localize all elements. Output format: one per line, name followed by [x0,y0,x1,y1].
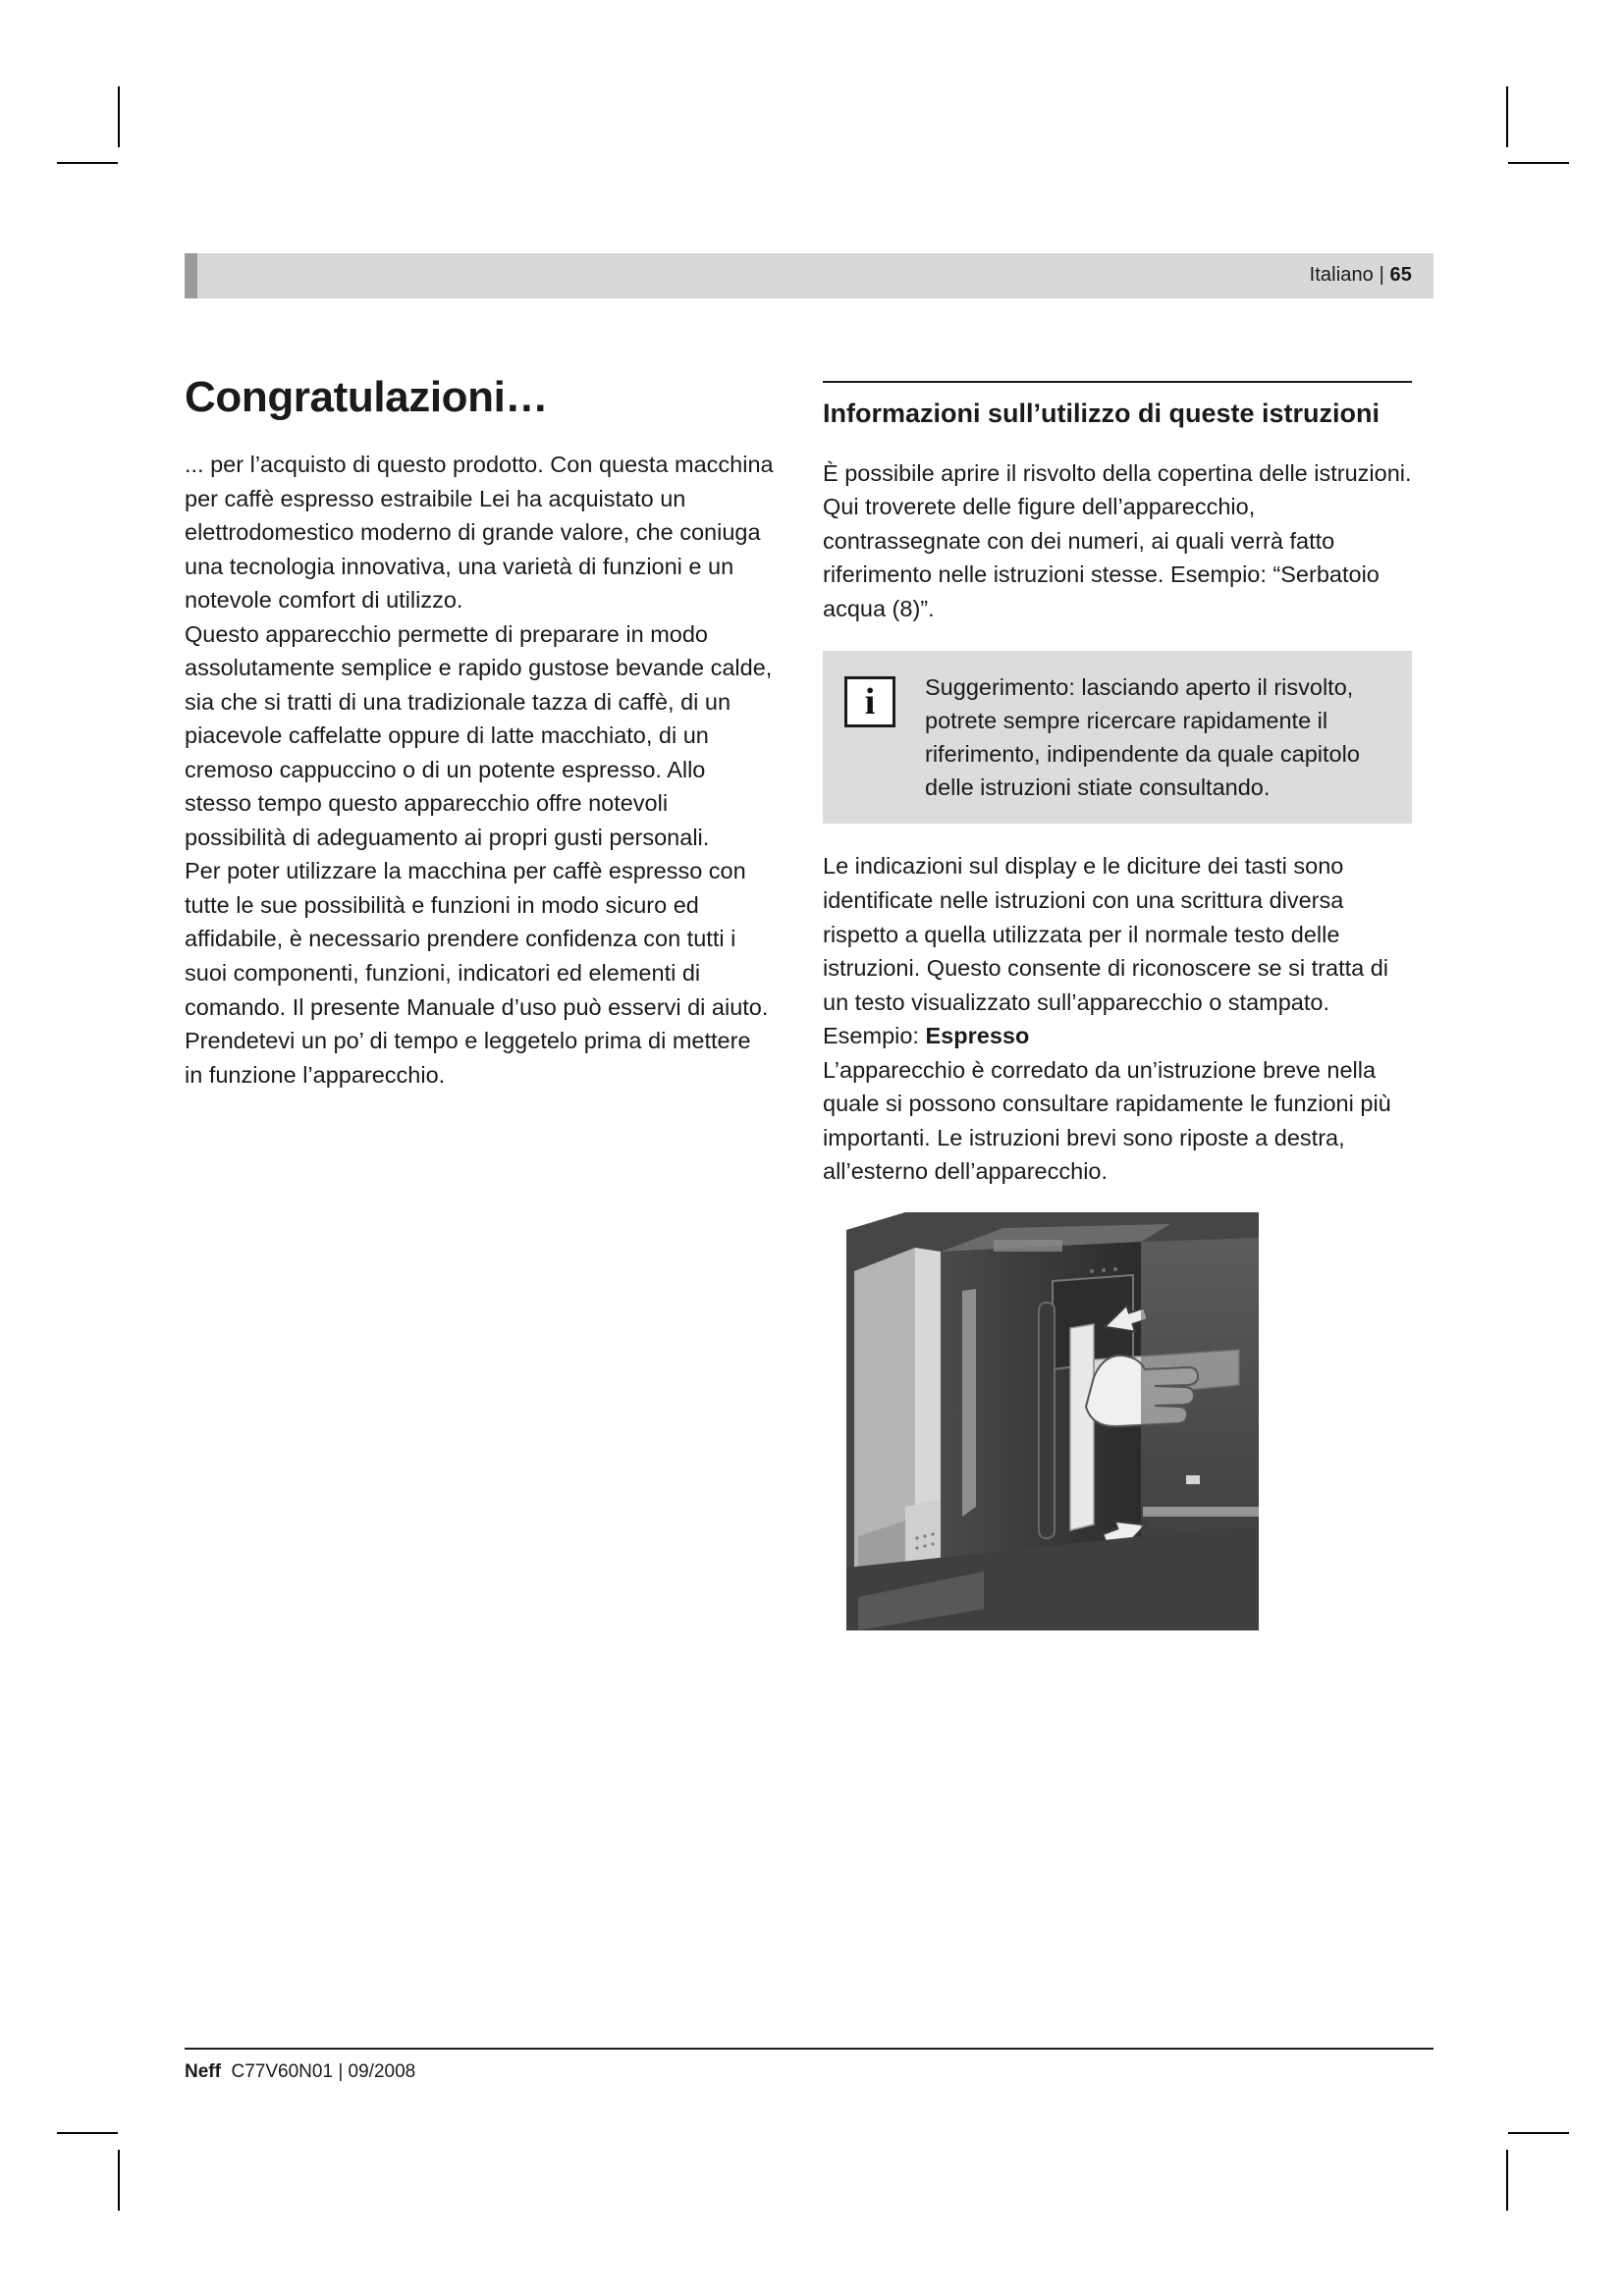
footer-brand: Neff [185,2061,221,2082]
intro-paragraph-1: ... per l’acquisto di questo prodotto. Con questa macchina per caffè espresso estraibile Lei ha acquistato un elettrodomestico moderno di grande valore, che coniuga una tecnologia innovativa, una varietà di funzioni e un notevole comfort di utilizzo. [185,452,774,614]
tip-box [823,651,1412,824]
intro-paragraph-3: Per poter utilizzare la macchina per caffè espresso con tutte le sue possibilità e funzioni in modo sicuro ed affidabile, è necessario prendere confidenza con tutti i suoi componenti, funzioni, indicatori ed elementi di comando. Il presente Manuale d’uso può esservi di aiuto. Prendetevi un po’ di tempo e leggetelo prima di mettere in funzione l’apparecchio. [185,858,769,1088]
section-rule [823,381,1412,383]
footer-model: C77V60N01 [231,2061,334,2082]
header-language: Italiano [1309,264,1374,286]
example-value: Espresso [925,1023,1030,1049]
section-heading: Informazioni sull’utilizzo di queste istruzioni [823,399,1380,428]
footer-date: 09/2008 [348,2061,416,2082]
right-column [823,373,1412,1644]
info-icon: i [844,676,895,727]
section-intro-paragraph: È possibile aprire il risvolto della copertina delle istruzioni. Qui troverete delle figure dell’apparecchio, contrassegnate con dei numeri, ai quali verrà fatto riferimento nelle istruzioni stesse. Esempio: “Serbatoio acqua (8)”. [823,459,1412,621]
header-separator: | [1379,264,1384,286]
display-typography-paragraph: Le indicazioni sul display e le diciture dei tasti sono identificate nelle istruzioni con una scrittura diversa rispetto a quella utilizzata per il normale testo delle istruzioni. Questo consente di riconoscere se si tratta di un testo visualizzato sull’apparecchio o stampato. [823,853,1389,1015]
appliance-illustration-svg [846,1212,1259,1644]
quick-guide-paragraph: L’apparecchio è corredato da un’istruzione breve nella quale si possono consultare rapidamente le funzioni più importanti. Le istruzioni brevi sono riposte a destra, all’esterno dell’apparecchio. [823,1056,1391,1185]
crop-mark-bottom-right-vertical [1506,2150,1508,2211]
page-header-band [185,253,1434,298]
appliance-quick-guide-illustration [846,1212,1259,1644]
crop-mark-bottom-left-horizontal [57,2132,118,2134]
footer-rule [185,2048,1434,2050]
crop-mark-bottom-right-horizontal [1508,2132,1569,2134]
crop-mark-top-left-vertical [118,86,120,147]
header-accent-bar [185,253,197,298]
crop-mark-top-right-vertical [1506,86,1508,147]
example-line [823,1019,1412,1053]
footer-separator: | [338,2061,344,2082]
page-header-text [1310,264,1412,287]
header-page-number: 65 [1389,264,1412,286]
crop-mark-top-right-horizontal [1508,162,1569,164]
page-footer [185,2061,415,2083]
page-title: Congratulazioni… [185,373,549,421]
tip-text: Suggerimento: lasciando aperto il risvolto, potrete sempre ricercare rapidamente il riferimento, indipendente da quale capitolo delle istruzioni stiate consultando. [925,674,1360,801]
left-column [185,373,774,1092]
crop-mark-bottom-left-vertical [118,2150,120,2211]
crop-mark-top-left-horizontal [57,162,118,164]
intro-paragraph-2: Questo apparecchio permette di preparare in modo assolutamente semplice e rapido gustose bevande calde, sia che si tratti di una tradizionale tazza di caffè, di un piacevole caffelatte oppure di latte macchiato, di un cremoso cappuccino o di un potente espresso. Allo stesso tempo questo apparecchio offre notevoli possibilità di adeguamento ai propri gusti personali. [185,620,773,850]
example-label: Esempio: [823,1023,926,1049]
